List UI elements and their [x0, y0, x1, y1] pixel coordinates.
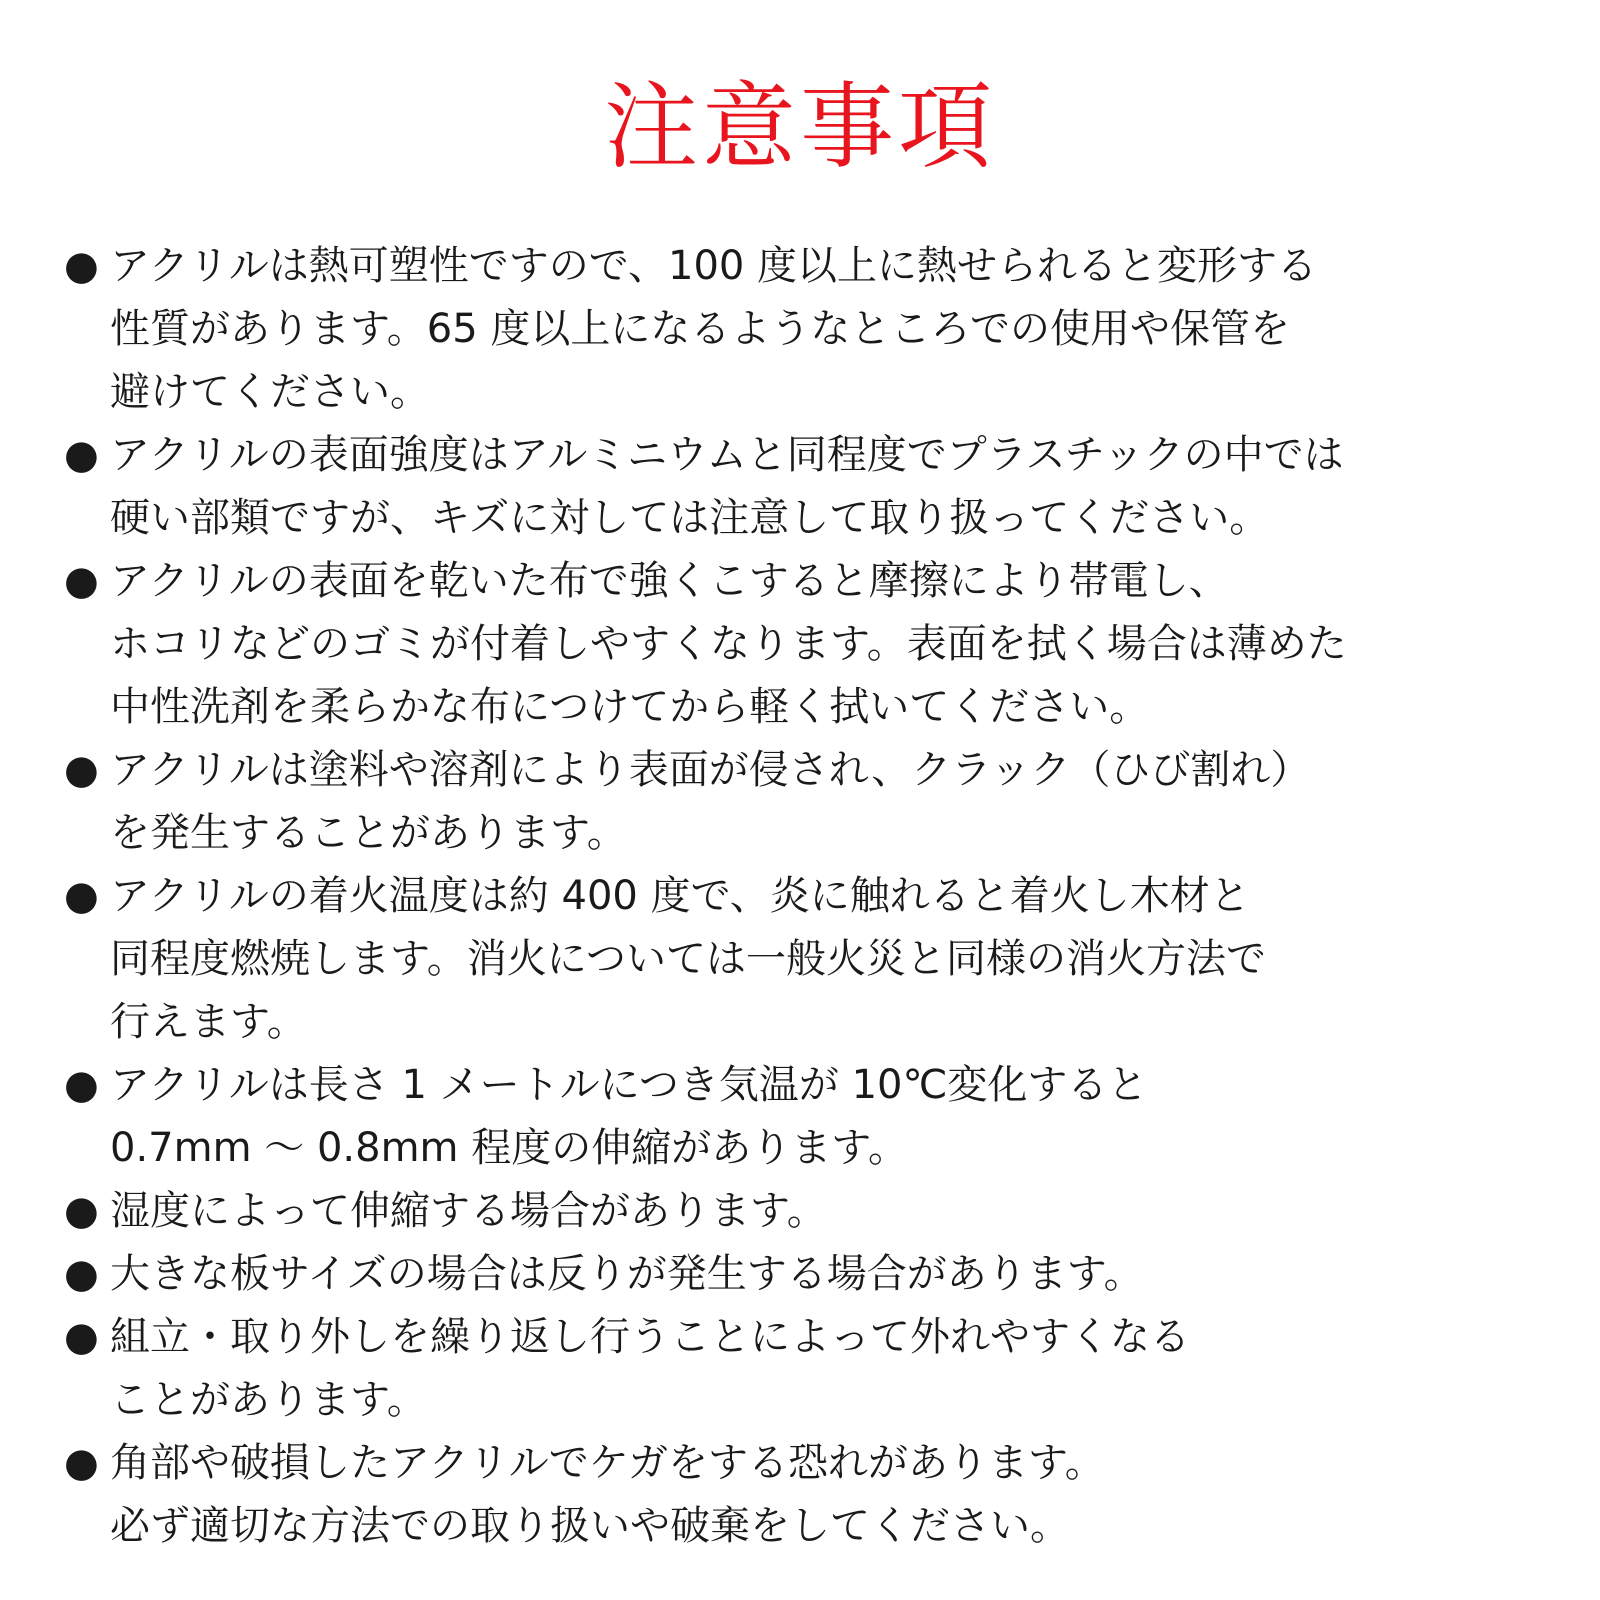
caution-text-line: 0.7mm 〜 0.8mm 程度の伸縮があります。 [110, 1125, 909, 1171]
caution-list [64, 235, 1564, 1558]
caution-item [64, 235, 1564, 424]
bullet-icon: ● [64, 1251, 99, 1297]
caution-item [64, 739, 1564, 865]
caution-text-line: 同程度燃焼します。消火については一般火災と同様の消火方法で [110, 936, 1266, 982]
caution-text-line: ホコリなどのゴミが付着しやすくなります。表面を拭く場合は薄めた [110, 621, 1347, 667]
caution-text-line: アクリルの着火温度は約 400 度で、炎に触れると着火し木材と [110, 873, 1250, 919]
caution-text-line: 行えます。 [110, 999, 307, 1045]
caution-item [64, 1054, 1564, 1180]
caution-text-line: アクリルの表面を乾いた布で強くこすると摩擦により帯電し、 [110, 558, 1229, 604]
caution-text-line: 中性洗剤を柔らかな布につけてから軽く拭いてください。 [110, 684, 1150, 730]
bullet-icon: ● [64, 243, 99, 289]
caution-item [64, 1432, 1564, 1558]
caution-item [64, 865, 1564, 1054]
bullet-icon: ● [64, 1062, 99, 1108]
caution-item [64, 1306, 1564, 1432]
bullet-icon: ● [64, 432, 99, 478]
caution-item [64, 1243, 1564, 1306]
caution-text-line: を発生することがあります。 [110, 810, 627, 856]
bullet-icon: ● [64, 747, 99, 793]
caution-item [64, 550, 1564, 739]
bullet-icon: ● [64, 1188, 99, 1234]
caution-text-line: アクリルは熱可塑性ですので、100 度以上に熱せられると変形する [110, 243, 1318, 289]
caution-text-line: 角部や破損したアクリルでケガをする恐れがあります。 [110, 1440, 1105, 1486]
bullet-icon: ● [64, 1314, 99, 1360]
caution-text-line: 避けてください。 [110, 369, 430, 415]
caution-item [64, 1180, 1564, 1243]
caution-text-line: 組立・取り外しを繰り返し行うことによって外れやすくなる [110, 1314, 1190, 1360]
bullet-icon: ● [64, 558, 99, 604]
page-title: 注意事項 [603, 73, 996, 182]
caution-item [64, 424, 1564, 550]
caution-text-line: 大きな板サイズの場合は反りが発生する場合があります。 [110, 1251, 1144, 1297]
caution-text-line: アクリルは塗料や溶剤により表面が侵され、クラック（ひび割れ） [110, 747, 1311, 793]
bullet-icon: ● [64, 873, 99, 919]
caution-text-line: アクリルの表面強度はアルミニウムと同程度でプラスチックの中では [110, 432, 1344, 478]
caution-text-line: 性質があります。65 度以上になるようなところでの使用や保管を [110, 306, 1291, 352]
caution-text-line: 湿度によって伸縮する場合があります。 [110, 1188, 827, 1234]
caution-text-line: 硬い部類ですが、キズに対しては注意して取り扱ってください。 [110, 495, 1270, 541]
caution-text-line: アクリルは長さ 1 メートルにつき気温が 10℃変化すると [110, 1062, 1148, 1108]
bullet-icon: ● [64, 1440, 99, 1486]
caution-text-line: 必ず適切な方法での取り扱いや破棄をしてください。 [110, 1503, 1070, 1549]
caution-text-line: ことがあります。 [110, 1377, 427, 1423]
